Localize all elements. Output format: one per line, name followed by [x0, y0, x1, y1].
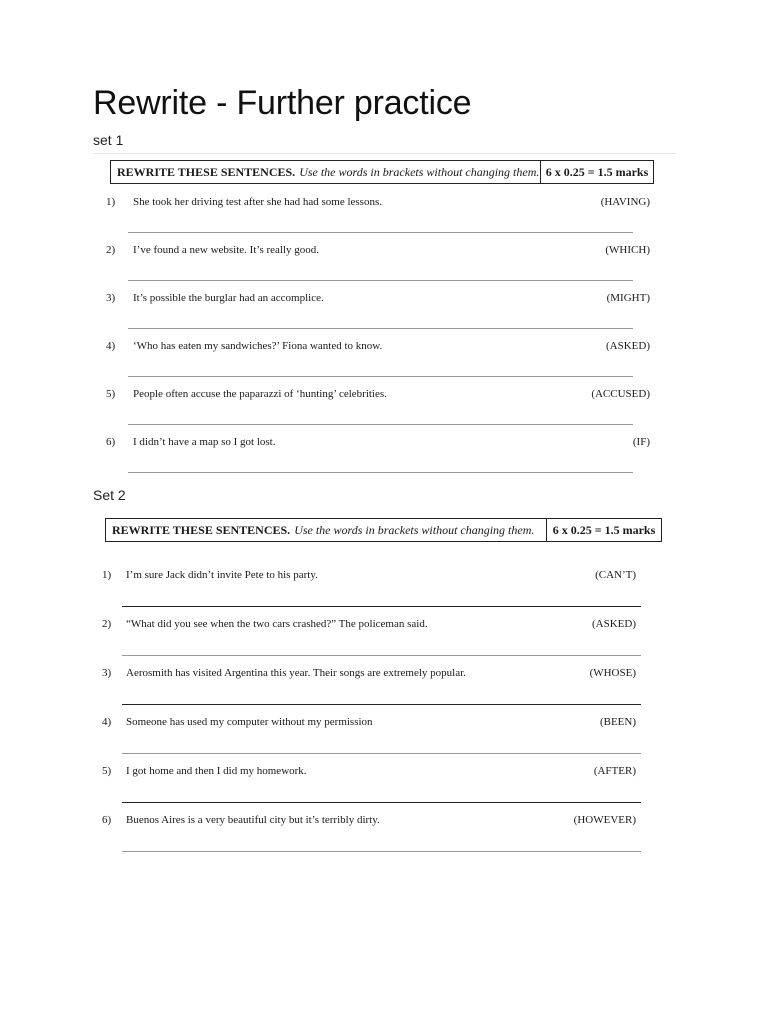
instructions-box [105, 518, 662, 542]
exercise-item [100, 667, 666, 716]
instructions-heading: REWRITE THESE SENTENCES. [112, 522, 291, 537]
item-number: 3) [106, 292, 116, 304]
item-keyword: (WHOSE) [589, 667, 636, 679]
exercise-set-2 [100, 518, 666, 863]
exercise-item [104, 436, 656, 484]
item-keyword: (AFTER) [593, 765, 636, 777]
item-keyword: (CAN’T) [595, 569, 636, 581]
item-number: 2) [106, 244, 116, 256]
item-number: 5) [102, 765, 112, 777]
item-number: 6) [102, 814, 112, 826]
item-sentence: “What did you see when the two cars crashed?” The policeman said. [126, 618, 428, 630]
item-sentence: People often accuse the paparazzi of ‘hunting’ celebrities. [133, 388, 387, 400]
instructions-box [110, 160, 654, 184]
item-keyword: (ASKED) [592, 618, 636, 630]
answer-line[interactable] [128, 424, 633, 425]
instructions-heading: REWRITE THESE SENTENCES. [117, 164, 296, 179]
item-number: 6) [106, 436, 116, 448]
item-sentence: Buenos Aires is a very beautiful city but it’s terribly dirty. [126, 814, 380, 826]
answer-line[interactable] [122, 753, 641, 754]
instructions-text: Use the words in brackets without changing them. [299, 164, 540, 179]
item-keyword: (IF) [632, 436, 650, 448]
answer-line[interactable] [128, 232, 633, 233]
item-number: 5) [106, 388, 116, 400]
exercise-item [100, 765, 666, 814]
exercise-item [104, 388, 656, 436]
exercise-item [100, 569, 666, 618]
item-sentence: Aerosmith has visited Argentina this year. Their songs are extremely popular. [126, 667, 466, 679]
answer-line[interactable] [128, 472, 633, 473]
item-sentence: Someone has used my computer without my permission [126, 716, 373, 728]
exercise-item [104, 244, 656, 292]
answer-line[interactable] [122, 802, 641, 803]
item-keyword: (ASKED) [606, 340, 650, 352]
exercise-set-1 [104, 160, 656, 484]
item-keyword: (HAVING) [600, 196, 650, 208]
answer-line[interactable] [128, 328, 633, 329]
exercise-list [100, 569, 666, 863]
item-sentence: She took her driving test after she had had some lessons. [133, 196, 382, 208]
item-sentence: I got home and then I did my homework. [126, 765, 307, 777]
answer-line[interactable] [122, 655, 641, 656]
item-sentence: ‘Who has eaten my sandwiches?’ Fiona wanted to know. [133, 340, 383, 352]
answer-line[interactable] [122, 606, 641, 607]
answer-line[interactable] [128, 376, 633, 377]
item-sentence: I’m sure Jack didn’t invite Pete to his party. [126, 569, 318, 581]
answer-line[interactable] [122, 851, 641, 852]
exercise-item [104, 292, 656, 340]
exercise-item [104, 196, 656, 244]
divider [93, 153, 676, 154]
exercise-item [100, 618, 666, 667]
exercise-item [104, 340, 656, 388]
item-keyword: (HOWEVER) [573, 814, 636, 826]
item-number: 1) [106, 196, 116, 208]
exercise-item [100, 716, 666, 765]
exercise-list [104, 196, 656, 484]
answer-line[interactable] [122, 704, 641, 705]
set-1-label: set 1 [93, 132, 124, 148]
item-keyword: (MIGHT) [606, 292, 650, 304]
page-title: Rewrite - Further practice [93, 84, 472, 122]
item-keyword: (BEEN) [599, 716, 636, 728]
item-keyword: (WHICH) [605, 244, 650, 256]
item-number: 3) [102, 667, 112, 679]
item-number: 4) [102, 716, 112, 728]
item-sentence: It’s possible the burglar had an accomplice. [133, 292, 324, 304]
item-sentence: I didn’t have a map so I got lost. [133, 436, 276, 448]
instructions-text: Use the words in brackets without changing them. [294, 522, 535, 537]
set-2-label: Set 2 [93, 487, 126, 503]
item-sentence: I’ve found a new website. It’s really good. [133, 244, 320, 256]
item-number: 4) [106, 340, 116, 352]
item-number: 2) [102, 618, 112, 630]
marks-label: 6 x 0.25 = 1.5 marks [546, 519, 661, 541]
marks-label: 6 x 0.25 = 1.5 marks [540, 161, 653, 183]
item-keyword: (ACCUSED) [591, 388, 650, 400]
answer-line[interactable] [128, 280, 633, 281]
exercise-item [100, 814, 666, 863]
item-number: 1) [102, 569, 112, 581]
